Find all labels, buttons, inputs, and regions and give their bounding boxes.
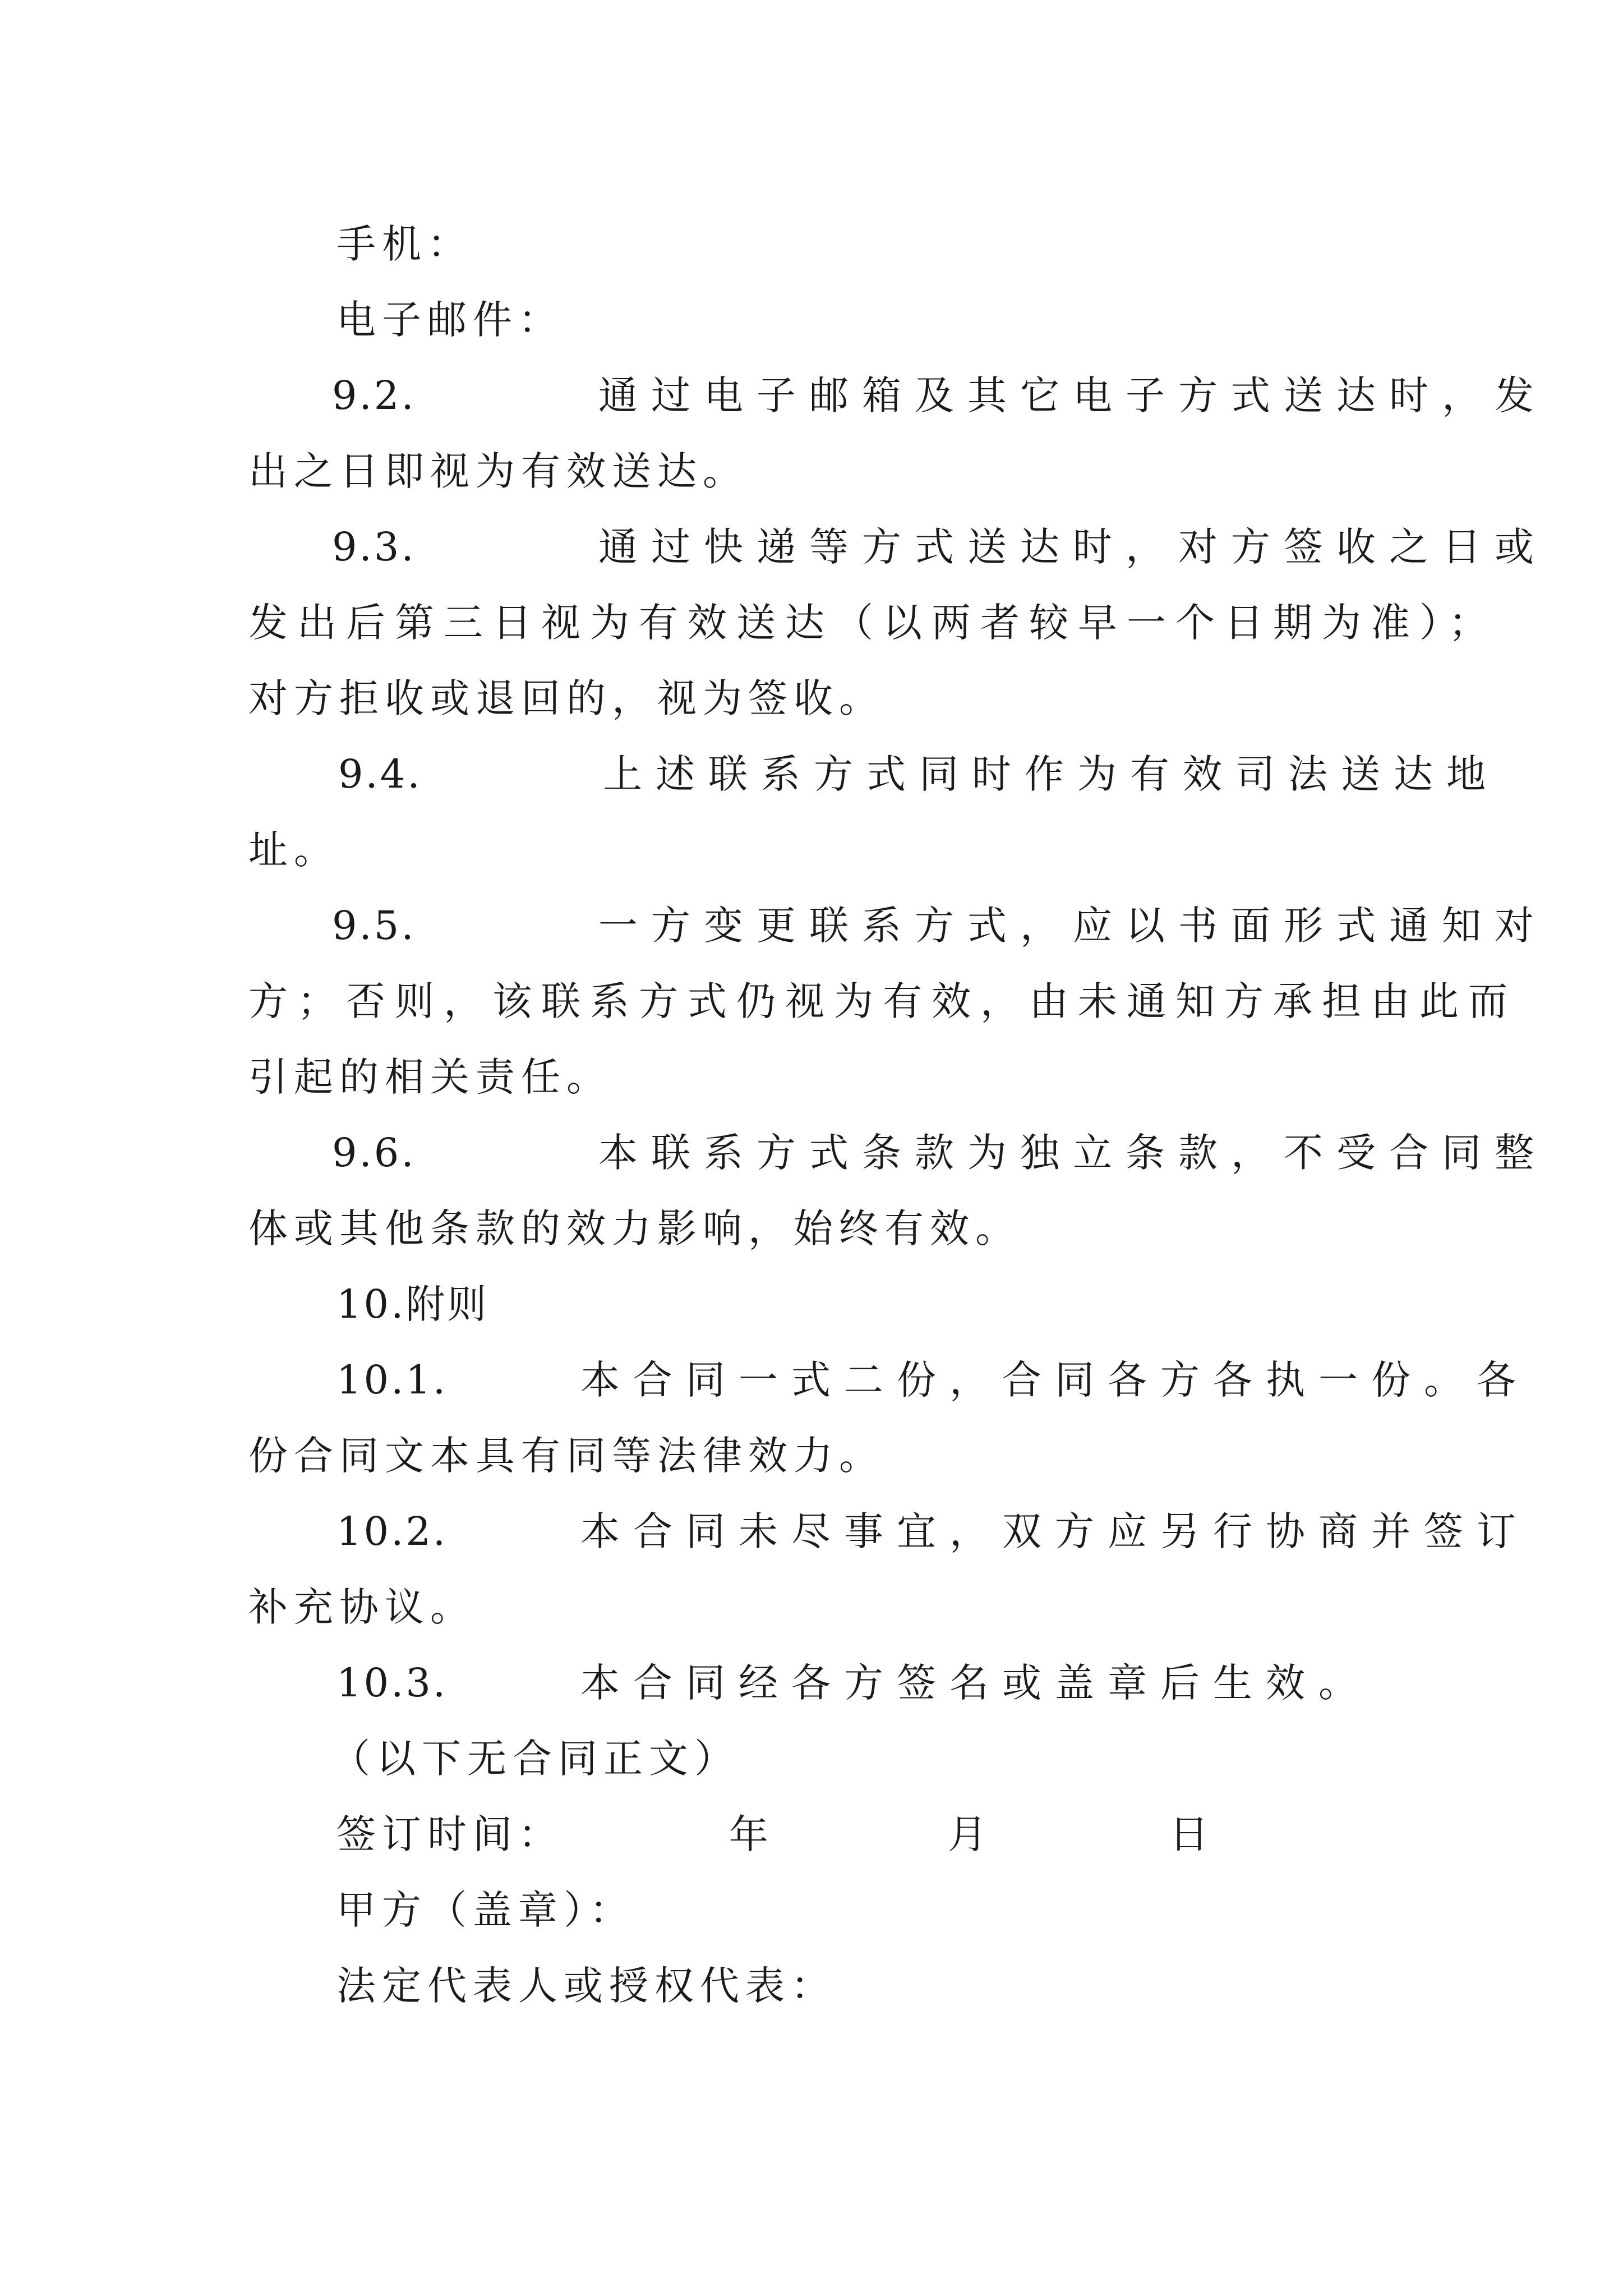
clause-9-6-line2: 体或其他条款的效力影响，始终有效。 <box>248 1205 1021 1251</box>
clause-9-4-line2: 址。 <box>248 827 339 873</box>
clause-9-4-line1: 上述联系方式同时作为有效司法送达地 <box>603 751 1499 797</box>
clause-9-3-line2: 发出后第三日视为有效送达（以两者较早一个日期为准）； <box>248 600 1497 646</box>
phone-label: 手机： <box>336 221 473 267</box>
party-a-label: 甲方（盖章）： <box>336 1887 635 1933</box>
clause-9-3-line1: 通过快递等方式送达时，对方签收之日或 <box>598 524 1547 570</box>
clause-9-3-number: 9.3. <box>332 524 416 570</box>
no-more-text-note: （以下无合同正文） <box>331 1736 740 1782</box>
sign-day-label: 日 <box>1169 1811 1215 1857</box>
sign-time-label: 签订时间： <box>336 1811 564 1857</box>
clause-9-6-number: 9.6. <box>332 1130 416 1176</box>
clause-9-5-line1: 一方变更联系方式，应以书面形式通知对 <box>598 903 1547 949</box>
representative-label: 法定代表人或授权代表： <box>336 1963 836 2009</box>
clause-10-2-line2: 补充协议。 <box>248 1584 476 1630</box>
clause-10-3-number: 10.3. <box>336 1660 448 1706</box>
clause-9-5-line3: 引起的相关责任。 <box>248 1054 612 1100</box>
clause-9-5-number: 9.5. <box>332 903 416 949</box>
clause-9-2-number: 9.2. <box>332 372 416 418</box>
sign-year-label: 年 <box>729 1811 774 1857</box>
clause-9-3-line3: 对方拒收或退回的，视为签收。 <box>248 675 884 721</box>
clause-9-2-line1: 通过电子邮箱及其它电子方式送达时，发 <box>598 372 1547 418</box>
section-10-heading: 10.附则 <box>336 1281 489 1327</box>
clause-10-3-line1: 本合同经各方签名或盖章后生效。 <box>580 1660 1371 1706</box>
clause-9-4-number: 9.4. <box>338 751 422 797</box>
sign-month-label: 月 <box>948 1811 993 1857</box>
email-label: 电子邮件： <box>336 297 564 343</box>
clause-10-2-number: 10.2. <box>336 1508 448 1554</box>
clause-10-1-number: 10.1. <box>336 1357 448 1403</box>
clause-10-1-line1: 本合同一式二份，合同各方各执一份。各 <box>580 1357 1529 1403</box>
clause-10-1-line2: 份合同文本具有同等法律效力。 <box>248 1433 884 1479</box>
clause-9-5-line2: 方；否则，该联系方式仍视为有效，由未通知方承担由此而 <box>248 978 1517 1024</box>
clause-9-6-line1: 本联系方式条款为独立条款，不受合同整 <box>598 1130 1547 1176</box>
clause-10-2-line1: 本合同未尽事宜，双方应另行协商并签订 <box>580 1508 1529 1554</box>
clause-9-2-line2: 出之日即视为有效送达。 <box>248 448 748 494</box>
